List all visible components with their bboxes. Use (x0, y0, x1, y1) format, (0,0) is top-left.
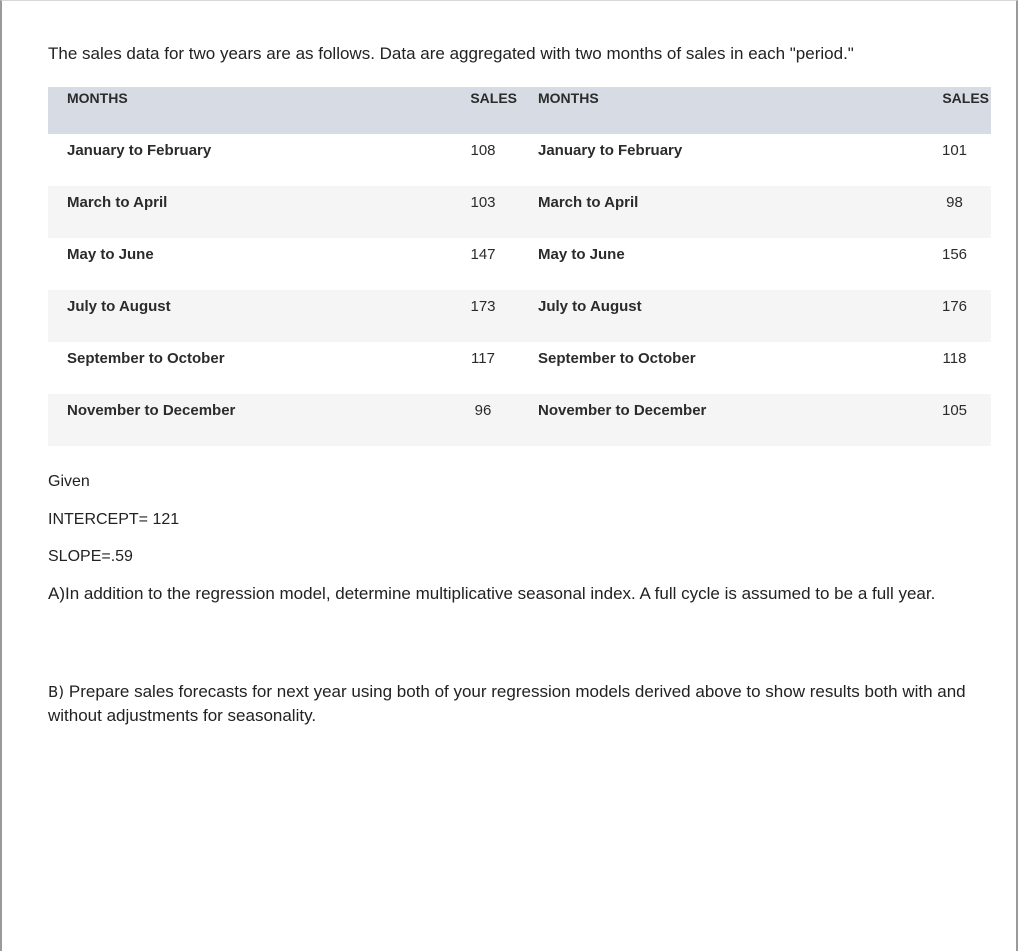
header-sales-year1: SALES (447, 87, 519, 134)
month-year2: January to February (519, 134, 918, 186)
header-months-year1: MONTHS (48, 87, 447, 134)
month-year1: July to August (48, 290, 447, 342)
slope-value: SLOPE=.59 (48, 548, 133, 565)
month-year2: March to April (519, 186, 918, 238)
month-year1: May to June (48, 238, 447, 290)
month-year1: November to December (48, 394, 447, 446)
table-row (48, 394, 991, 446)
sales-table (48, 87, 991, 446)
sales-year1: 173 (447, 290, 519, 342)
month-year1: March to April (48, 186, 447, 238)
sales-year1: 117 (447, 342, 519, 394)
month-year2: September to October (519, 342, 918, 394)
table-row (48, 134, 991, 186)
month-year2: July to August (519, 290, 918, 342)
sales-year2: 156 (918, 238, 991, 290)
sales-year2: 118 (918, 342, 991, 394)
question-b-label: B) (48, 683, 65, 701)
table-row (48, 238, 991, 290)
table-row (48, 342, 991, 394)
sales-year1: 103 (447, 186, 519, 238)
table-header-row (48, 87, 991, 134)
intro-text: The sales data for two years are as follows. Data are aggregated with two months of sales in each "period." (48, 44, 854, 63)
header-months-year2: MONTHS (519, 87, 918, 134)
table-row (48, 186, 991, 238)
sales-year1: 108 (447, 134, 519, 186)
given-label: Given (48, 473, 90, 490)
header-sales-year2: SALES (918, 87, 991, 134)
month-year1: January to February (48, 134, 447, 186)
sales-year2: 101 (918, 134, 991, 186)
sales-year2: 105 (918, 394, 991, 446)
question-a: A)In addition to the regression model, determine multiplicative seasonal index. A full cycle is assumed to be a full year. (48, 584, 936, 603)
month-year1: September to October (48, 342, 447, 394)
sales-year1: 96 (447, 394, 519, 446)
month-year2: May to June (519, 238, 918, 290)
table-row (48, 290, 991, 342)
sales-year2: 98 (918, 186, 991, 238)
sales-year2: 176 (918, 290, 991, 342)
question-b-text: Prepare sales forecasts for next year using both of your regression models derived above to show results both with and without adjustments for seasonality. (48, 682, 966, 725)
month-year2: November to December (519, 394, 918, 446)
intercept-value: INTERCEPT= 121 (48, 511, 180, 528)
question-b (48, 680, 1008, 727)
sales-year1: 147 (447, 238, 519, 290)
